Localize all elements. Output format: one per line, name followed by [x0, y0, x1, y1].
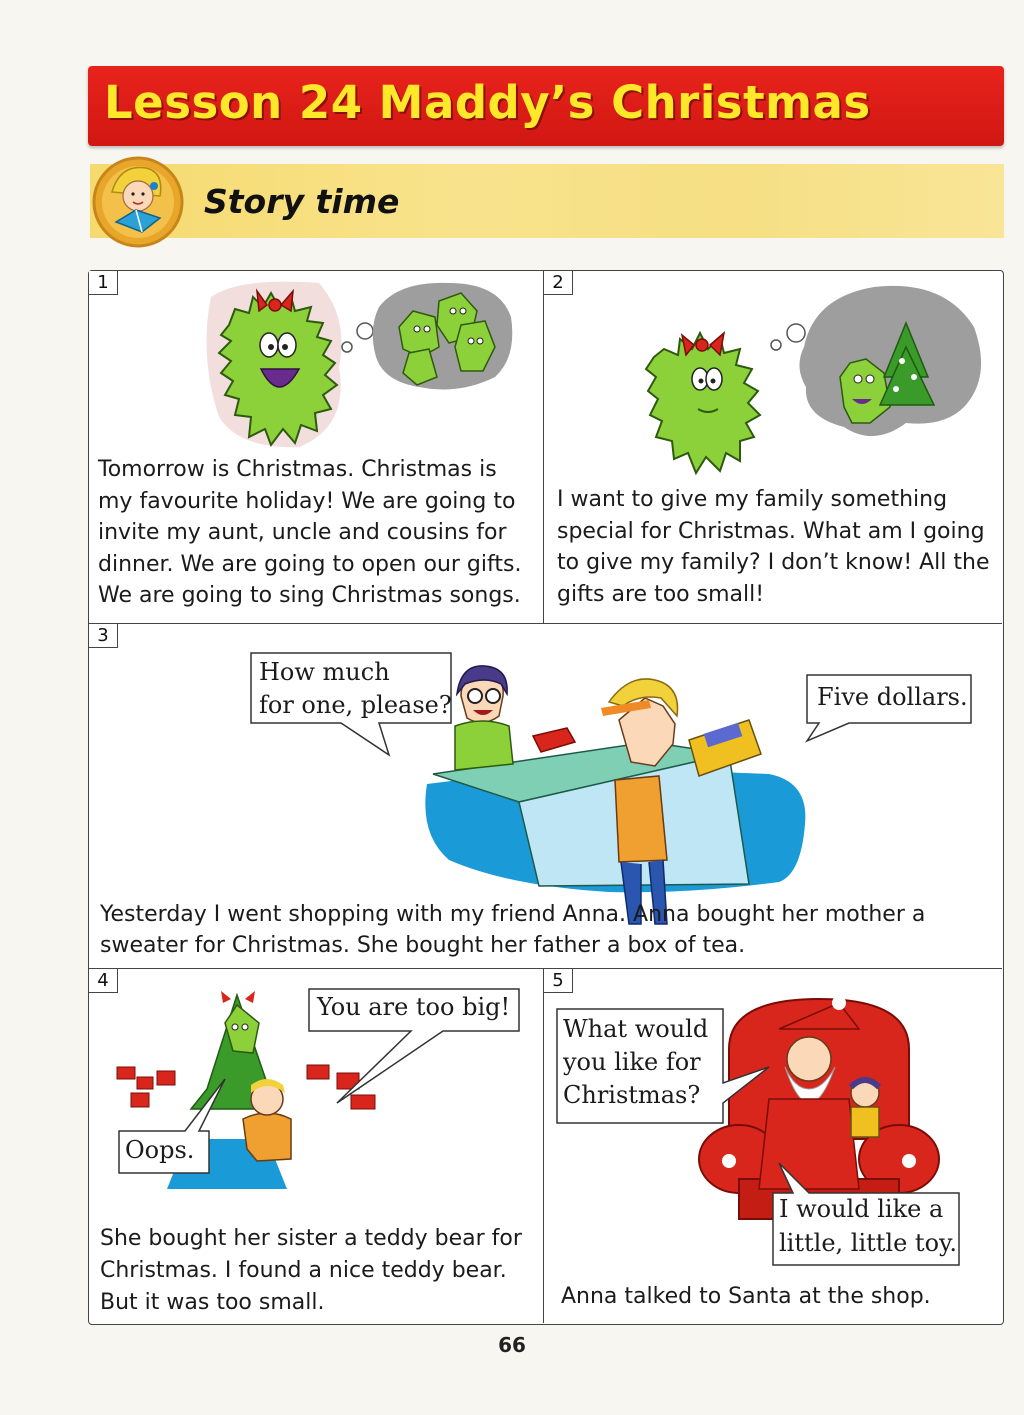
panel-2-line-3: to give my family? I don’t know! All the [557, 550, 990, 575]
bubble-line: I would like a [779, 1195, 944, 1223]
panel-2-line-2: special for Christmas. What am I going [557, 518, 985, 544]
bubble-line: You are too big! [317, 993, 511, 1021]
panel-1-line-1: Tomorrow is Christmas. Christmas is [98, 457, 497, 482]
bubble-line: Oops. [125, 1136, 195, 1164]
panel-2-line-4: gifts are too small! [557, 581, 765, 607]
panel-3-line-1: Yesterday I went shopping with my friend Anna. Anna bought her mother a [100, 902, 926, 927]
panel-number: 2 [544, 271, 573, 295]
panel-1-line-4: dinner. We are going to open our gifts. [98, 551, 522, 577]
panel-number: 3 [89, 624, 118, 648]
panel-1-line-5: We are going to sing Christmas songs. [98, 583, 521, 608]
panel-1-line-2: my favourite holiday! We are going to [98, 488, 516, 514]
panel-2-line-1: I want to give my family something [557, 487, 948, 512]
bubble-line: little, little toy. [779, 1229, 958, 1257]
comic-strip [88, 270, 1004, 1325]
page-number: 66 [498, 1333, 526, 1357]
panel-4-line-2: Christmas. I found a nice teddy bear. [100, 1258, 507, 1283]
bubble-line: How much [259, 658, 390, 686]
lesson-title: Lesson 24 Maddy’s Christmas [104, 76, 871, 129]
panel-number: 1 [89, 271, 118, 295]
panel-4-line-1: She bought her sister a teddy bear for [100, 1226, 522, 1251]
panel-number: 5 [544, 969, 573, 993]
maddy-thinking-illustration [644, 277, 984, 482]
section-header [90, 164, 1004, 238]
maddy-monster-illustration [199, 277, 529, 452]
panel-3-line-2: sweater for Christmas. She bought her father a box of tea. [100, 933, 746, 958]
lesson-title-bar [88, 66, 1004, 146]
bubble-line: Christmas? [563, 1081, 701, 1109]
bubble-line: Five dollars. [817, 683, 968, 711]
panel-5-line-1: Anna talked to Santa at the shop. [561, 1284, 931, 1309]
panel-number: 4 [89, 969, 118, 993]
panel-1-line-3: invite my aunt, uncle and cousins for [98, 520, 507, 545]
bubble-line: What would [563, 1015, 709, 1043]
bubble-line: for one, please? [259, 691, 452, 719]
section-title: Story time [204, 182, 400, 221]
reading-girl-icon [90, 152, 186, 248]
panel-4-line-3: But it was too small. [100, 1290, 325, 1315]
bubble-line: you like for [563, 1048, 701, 1076]
